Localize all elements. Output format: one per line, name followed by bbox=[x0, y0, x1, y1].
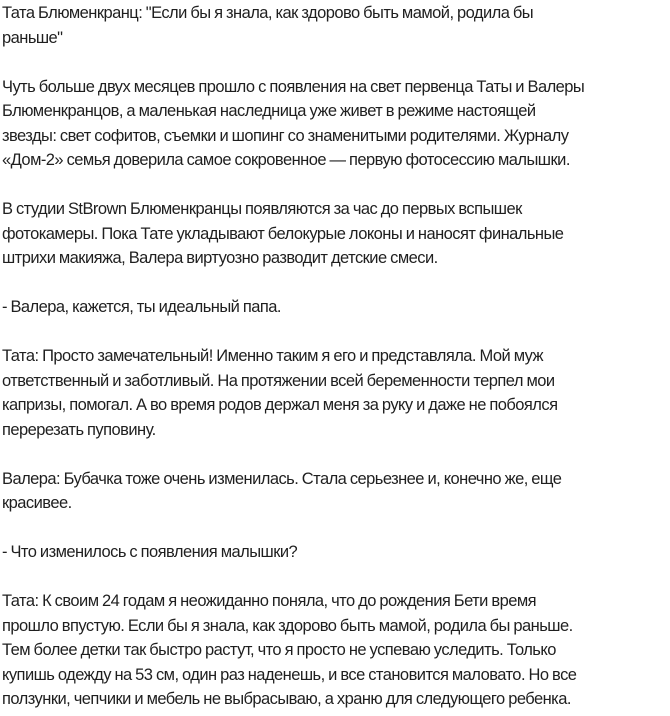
text-line: прошло впустую. Если бы я знала, как здорово быть мамой, родила бы раньше. bbox=[2, 616, 573, 635]
article-studio-paragraph bbox=[2, 197, 670, 271]
text-line: «Дом-2» семья доверила самое сокровенное — первую фотосессию малышки. bbox=[2, 151, 570, 169]
text-line: фотокамеры. Пока Тате укладывают белокурые локоны и наносят финальные bbox=[2, 224, 564, 243]
text-line: Тата: Просто замечательный! Именно таким я его и представляла. Мой муж bbox=[2, 347, 544, 365]
text-line: звезды: свет софитов, съемки и шопинг со знаменитыми родителями. Журналу bbox=[2, 126, 569, 145]
text-line: - Что изменилось с появления малышки? bbox=[2, 543, 298, 561]
text-line: Тата Блюменкранц: "Если бы я знала, как здорово быть мамой, родила бы bbox=[2, 4, 534, 22]
text-line: - Валера, кажется, ты идеальный папа. bbox=[2, 298, 281, 316]
text-line: Валера: Бубачка тоже очень изменилась. Стала серьезнее и, конечно же, еще bbox=[2, 469, 562, 488]
article-headline-paragraph bbox=[2, 1, 670, 50]
text-line: Тата: К своим 24 годам я неожиданно поняла, что до рождения Бети время bbox=[2, 592, 537, 610]
text-line: купишь одежду на 53 см, один раз наденешь, и все становится маловато. Но все bbox=[2, 665, 577, 684]
interview-answer-valera-1 bbox=[2, 467, 670, 516]
interview-answer-tata-2 bbox=[2, 589, 670, 712]
text-line: перерезать пуповину. bbox=[2, 420, 156, 439]
text-line: штрихи макияжа, Валера виртуозно разводит детские смеси. bbox=[2, 249, 438, 267]
interview-question-1 bbox=[2, 295, 670, 320]
text-line: раньше" bbox=[2, 28, 63, 47]
text-line: ответственный и заботливый. На протяжении всей беременности терпел мои bbox=[2, 371, 555, 390]
interview-answer-tata-1 bbox=[2, 344, 670, 442]
text-line: Чуть больше двух месяцев прошло с появления на свет первенца Таты и Валеры bbox=[2, 77, 585, 96]
text-line: В студии StBrown Блюменкранцы появляются за час до первых вспышек bbox=[2, 200, 522, 218]
article-intro-paragraph bbox=[2, 75, 670, 173]
text-line: Тем более детки так быстро растут, что я просто не успеваю уследить. Только bbox=[2, 641, 556, 659]
interview-question-2 bbox=[2, 540, 670, 565]
text-line: ползунки, чепчики и мебель не выбрасываю, а храню для следующего ребенка. bbox=[2, 690, 571, 708]
text-line: капризы, помогал. А во время родов держал меня за руку и даже не побоялся bbox=[2, 396, 558, 414]
text-line: Блюменкранцов, а маленькая наследница уже живет в режиме настоящей bbox=[2, 102, 536, 120]
text-line: красивее. bbox=[2, 494, 72, 512]
